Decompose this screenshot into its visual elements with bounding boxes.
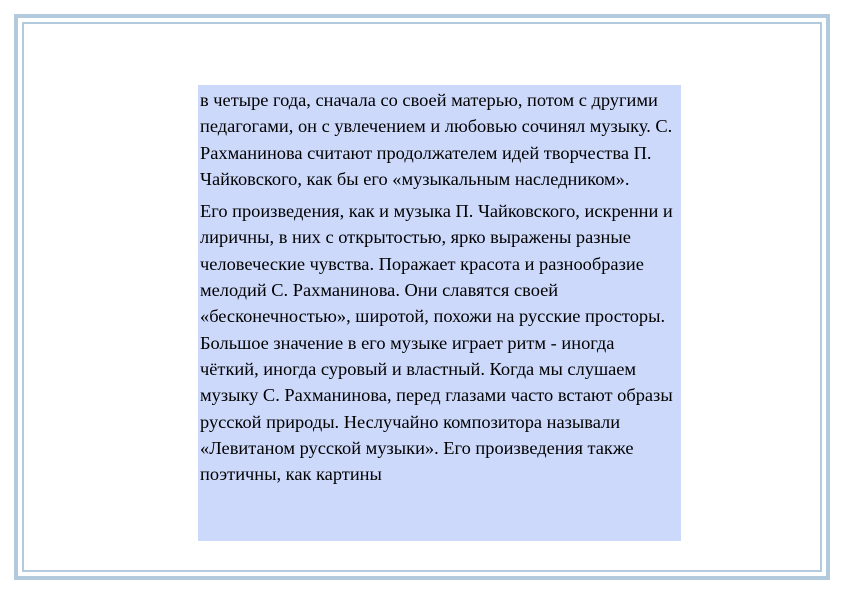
text-block bbox=[198, 85, 681, 541]
paragraph-2: Его произведения, как и музыка П. Чайковского, искренни и лиричны, в них с открытостью, ярко выражены разные человеческие чувства. Поражает красота и разнообразие мелодий С. Рахманинова. Они славятся своей «бесконечностью», широтой, похожи на русские просторы. Большое значение в его музыке играет ритм - иногда чёткий, иногда суровый и властный. Когда мы слушаем музыку С. Рахманинова, перед глазами часто встают образы русской природы. Неслучайно композитора называли «Левитаном русской музыки». Его произведения также поэтичны, как картины bbox=[200, 201, 673, 485]
paragraph-1: в четыре года, сначала со своей матерью, потом с другими педагогами, он с увлечением и любовью сочинял музыку. С. Рахманинова считают продолжателем идей творчества П. Чайковского, как бы его «музыкальным наследником». bbox=[200, 90, 673, 189]
